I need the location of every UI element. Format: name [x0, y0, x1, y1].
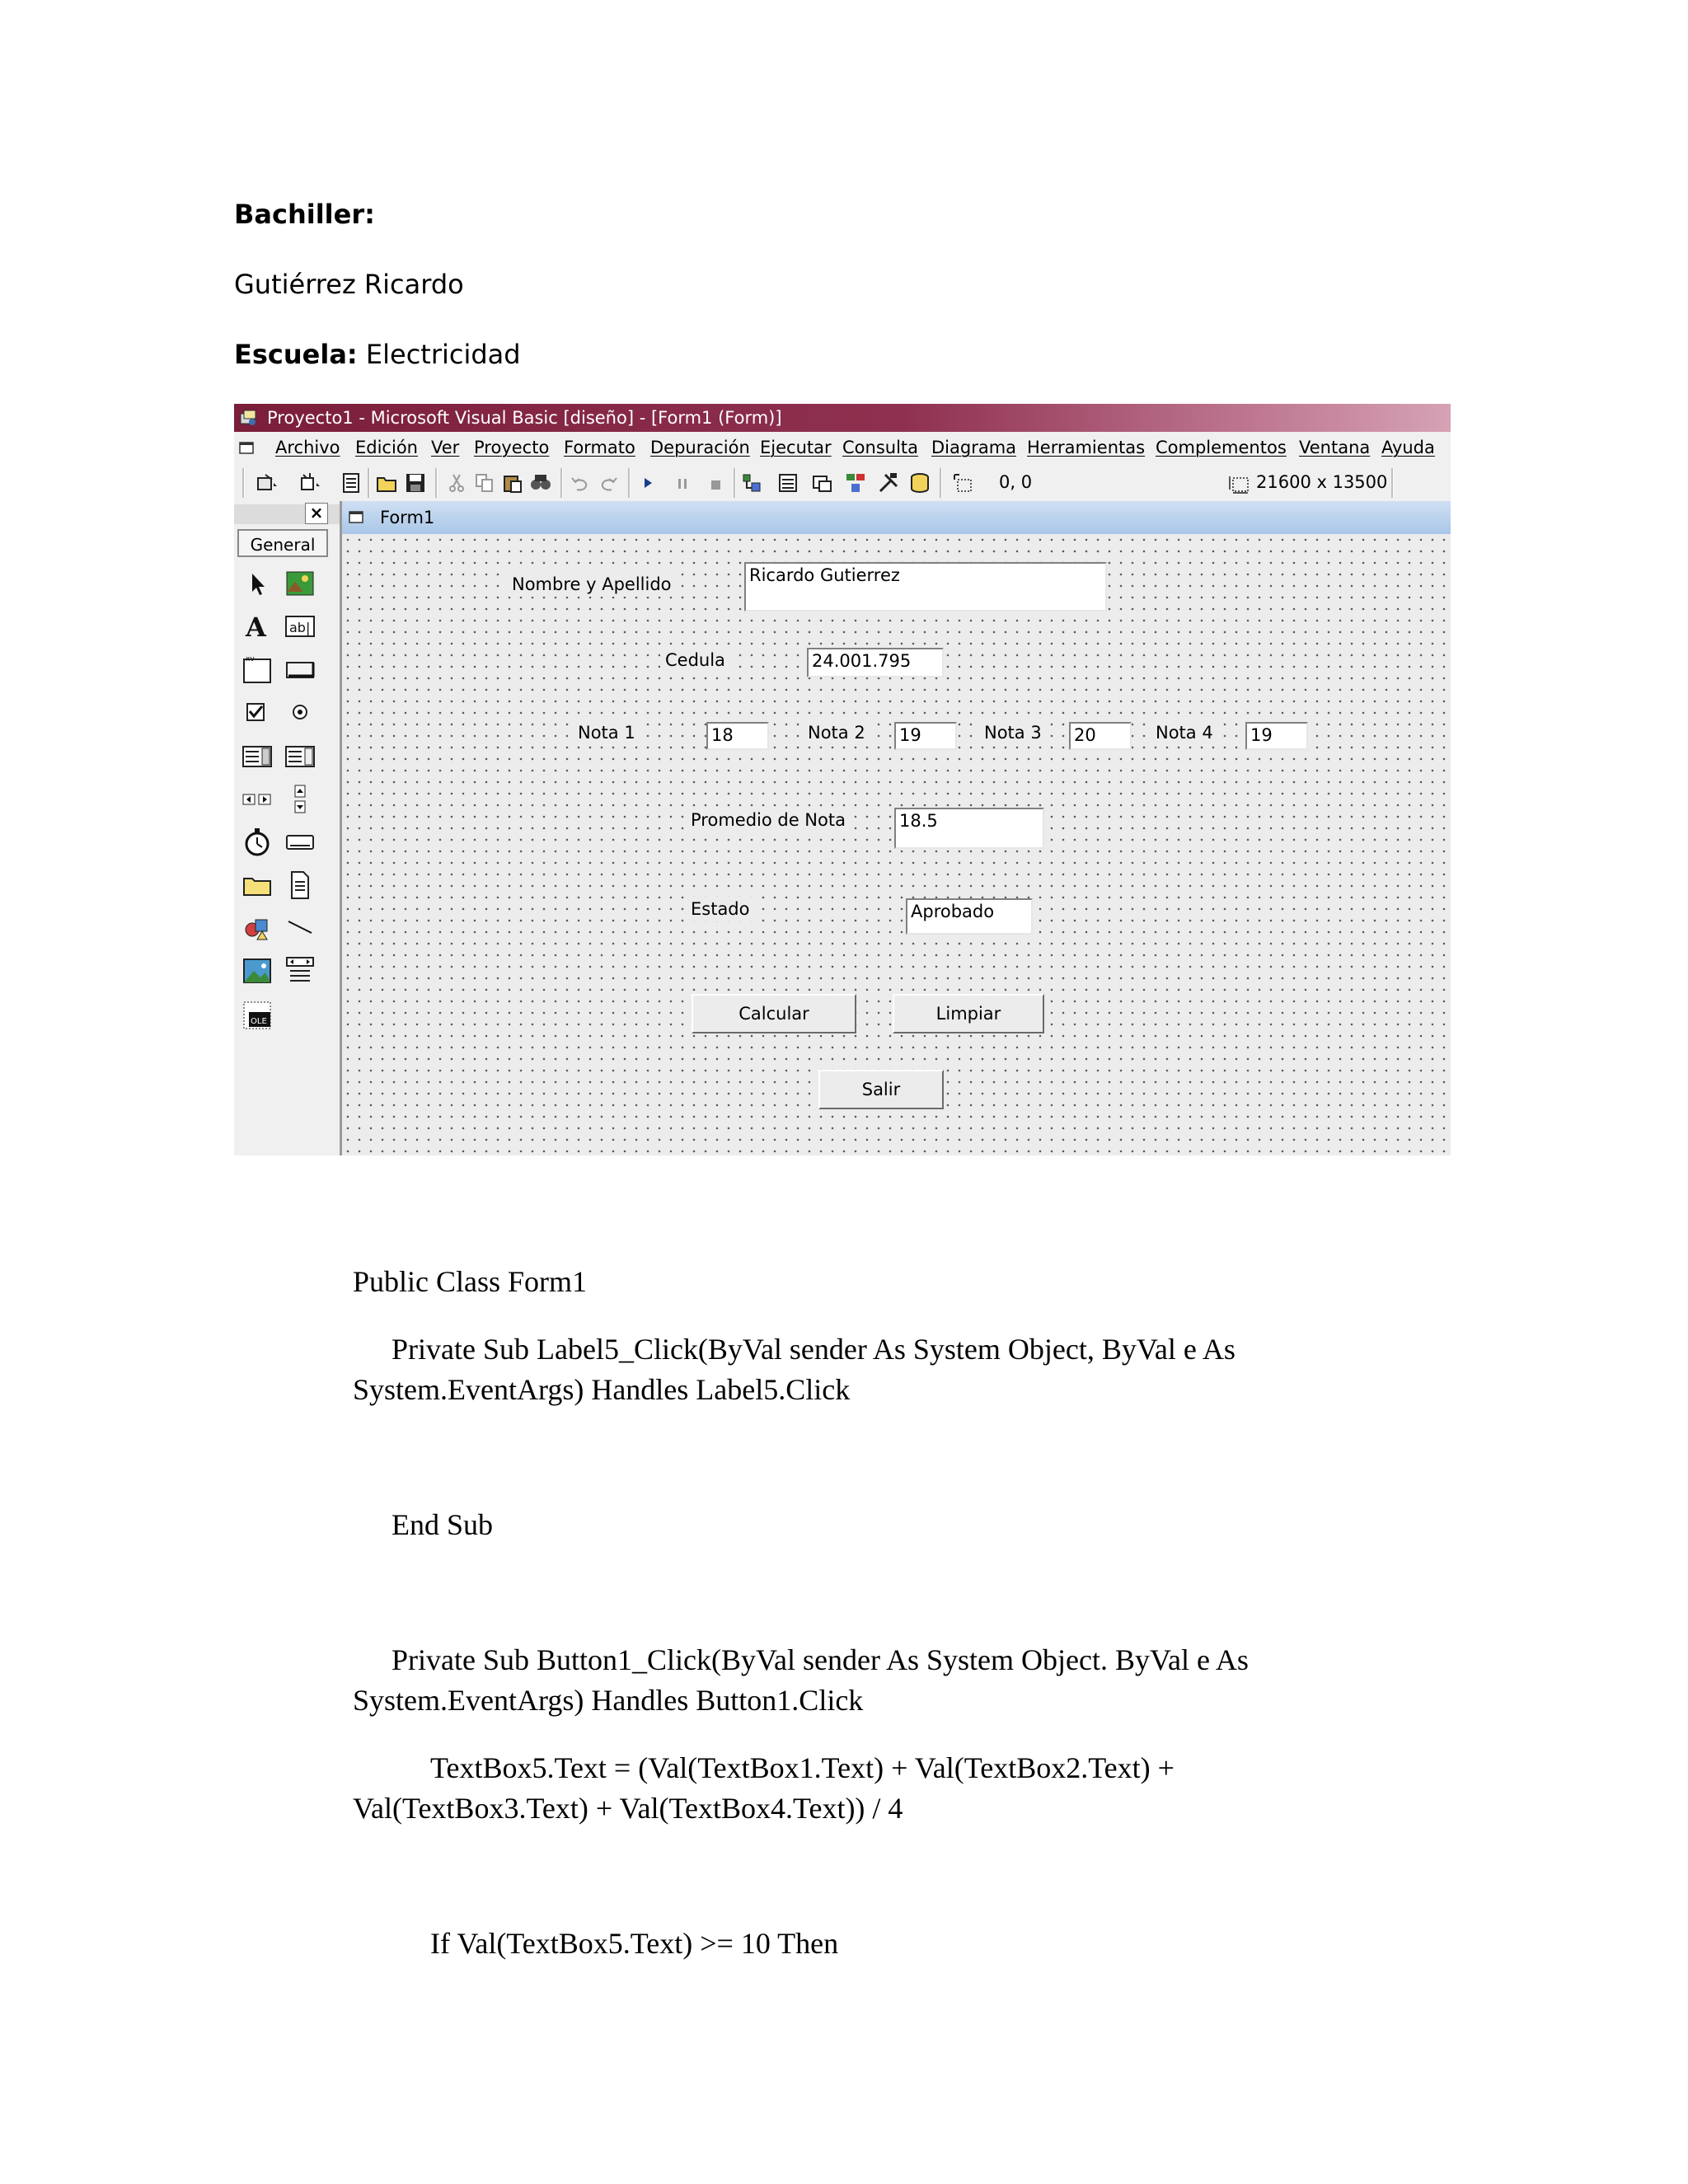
project-explorer-icon[interactable]	[740, 471, 763, 494]
limpiar-button[interactable]: Limpiar	[893, 994, 1044, 1033]
toolbox-tab-general[interactable]: General	[237, 529, 328, 557]
ole-tool-icon[interactable]	[241, 999, 274, 1032]
form-layout-icon[interactable]	[811, 471, 834, 494]
escuela-value: Electricidad	[365, 339, 521, 370]
vscrollbar-tool-icon[interactable]	[284, 783, 316, 816]
toolbox-close-button[interactable]: ×	[305, 503, 328, 524]
form-icon	[349, 511, 365, 524]
line-tool-icon[interactable]	[284, 912, 316, 944]
open-folder-icon[interactable]	[376, 471, 399, 494]
nota1-label: Nota 1	[573, 720, 640, 745]
code-line-end-sub: End Sub	[392, 1508, 494, 1541]
position-readout: 0, 0	[999, 472, 1033, 492]
combobox-tool-icon[interactable]	[241, 740, 274, 773]
paste-icon[interactable]	[501, 471, 524, 494]
form-title-bar	[342, 501, 1451, 534]
menu-consulta[interactable]: Consulta	[842, 438, 919, 457]
checkbox-tool-icon[interactable]	[241, 696, 274, 729]
menu-archivo[interactable]: Archivo	[275, 438, 340, 457]
promedio-textbox[interactable]: 18.5	[894, 808, 1044, 849]
code-line-button1-sub: Private Sub Button1_Click(ByVal sender As System Object. ByVal e As	[392, 1643, 1249, 1676]
menu-ver[interactable]: Ver	[431, 438, 460, 457]
pause-icon[interactable]	[671, 471, 694, 494]
hscrollbar-tool-icon[interactable]	[241, 783, 274, 816]
estado-label: Estado	[686, 897, 755, 921]
code-line-button1-handles: System.EventArgs) Handles Button1.Click	[353, 1684, 864, 1717]
toolbar-separator	[368, 468, 370, 498]
nota2-label: Nota 2	[803, 720, 870, 745]
shape-tool-icon[interactable]	[241, 912, 274, 944]
optionbutton-tool-icon[interactable]	[284, 696, 316, 729]
dirlistbox-tool-icon[interactable]	[241, 869, 274, 902]
toolbar-separator	[435, 468, 438, 498]
nota3-label: Nota 3	[979, 720, 1047, 745]
picturebox-tool-icon[interactable]	[284, 567, 316, 600]
filelistbox-tool-icon[interactable]	[284, 869, 316, 902]
svg-text:A: A	[246, 612, 266, 643]
nombre-textbox[interactable]: Ricardo Gutierrez	[744, 562, 1107, 612]
toolbar-separator	[628, 468, 631, 498]
add-project-icon[interactable]	[256, 471, 279, 494]
form-doc-icon	[239, 440, 257, 455]
menu-ejecutar[interactable]: Ejecutar	[760, 438, 832, 457]
size-readout: 21600 x 13500	[1256, 472, 1388, 492]
cedula-label: Cedula	[660, 648, 730, 673]
textbox-tool-icon[interactable]	[284, 610, 316, 643]
toolbar-separator	[734, 468, 736, 498]
bachiller-heading: Bachiller:	[234, 199, 375, 230]
code-line-textbox5-assign: TextBox5.Text = (Val(TextBox1.Text) + Val(TextBox2.Text) +	[430, 1751, 1175, 1784]
menu-editor-icon[interactable]	[340, 471, 363, 494]
toolbox-tools-icon[interactable]	[877, 471, 900, 494]
undo-icon[interactable]	[569, 471, 592, 494]
calcular-button[interactable]: Calcular	[692, 994, 856, 1033]
data-view-icon[interactable]	[908, 471, 931, 494]
menu-ayuda[interactable]: Ayuda	[1381, 438, 1435, 457]
menu-bar	[234, 432, 1451, 464]
code-line-textbox5-assign-cont: Val(TextBox3.Text) + Val(TextBox4.Text)) / 4	[353, 1792, 903, 1825]
form-designer-window	[342, 501, 1451, 1155]
properties-window-icon[interactable]	[776, 471, 799, 494]
pointer-tool-icon[interactable]	[241, 567, 274, 600]
escuela-label: Escuela:	[234, 339, 358, 370]
copy-icon[interactable]	[473, 471, 496, 494]
menu-formato[interactable]: Formato	[564, 438, 635, 457]
frame-tool-icon[interactable]	[241, 653, 274, 686]
menu-complementos[interactable]: Complementos	[1156, 438, 1287, 457]
student-name: Gutiérrez Ricardo	[234, 269, 464, 300]
svg-text:ab|: ab|	[289, 620, 311, 635]
form-canvas	[342, 534, 1451, 1155]
cut-icon[interactable]	[445, 471, 468, 494]
toolbox-panel	[234, 501, 342, 1155]
window-title: Proyecto1 - Microsoft Visual Basic [diseño] - [Form1 (Form)]	[267, 408, 782, 428]
nota4-label: Nota 4	[1151, 720, 1218, 745]
find-icon[interactable]	[529, 471, 552, 494]
position-icon	[951, 471, 974, 494]
toolbar-grip	[242, 468, 245, 498]
save-icon[interactable]	[404, 471, 427, 494]
svg-text:OLE: OLE	[251, 1017, 267, 1026]
menu-ventana[interactable]: Ventana	[1299, 438, 1371, 457]
redo-icon[interactable]	[597, 471, 620, 494]
toolbar-separator	[940, 468, 942, 498]
nota1-textbox[interactable]: 18	[706, 722, 769, 750]
listbox-tool-icon[interactable]	[284, 740, 316, 773]
timer-tool-icon[interactable]	[241, 826, 274, 859]
data-tool-icon[interactable]	[284, 954, 316, 987]
code-line-label5-handles: System.EventArgs) Handles Label5.Click	[353, 1373, 851, 1406]
toolbar-separator	[1391, 468, 1394, 498]
code-line-if: If Val(TextBox5.Text) >= 10 Then	[430, 1927, 839, 1960]
toolbar	[234, 463, 1451, 502]
salir-button[interactable]: Salir	[818, 1070, 944, 1109]
label-tool-icon[interactable]	[241, 610, 274, 643]
nota3-textbox[interactable]: 20	[1069, 722, 1132, 750]
toolbar-separator	[560, 468, 563, 498]
title-bar	[234, 404, 1451, 432]
object-browser-icon[interactable]	[844, 471, 867, 494]
image-tool-icon[interactable]	[241, 954, 274, 987]
cedula-textbox[interactable]: 24.001.795	[807, 648, 944, 677]
svg-text:xv: xv	[246, 655, 255, 663]
code-line-label5-sub: Private Sub Label5_Click(ByVal sender As System Object, ByVal e As	[392, 1333, 1236, 1366]
menu-herramientas[interactable]: Herramientas	[1027, 438, 1146, 457]
nota2-textbox[interactable]: 19	[894, 722, 957, 750]
size-icon	[1228, 471, 1251, 494]
menu-depuracion[interactable]: Depuración	[650, 438, 750, 457]
menu-proyecto[interactable]: Proyecto	[474, 438, 550, 457]
estado-textbox[interactable]: Aprobado	[906, 898, 1033, 935]
menu-edicion[interactable]: Edición	[355, 438, 418, 457]
menu-diagrama[interactable]: Diagrama	[931, 438, 1017, 457]
promedio-label: Promedio de Nota	[686, 808, 851, 832]
nota4-textbox[interactable]: 19	[1245, 722, 1308, 750]
escuela-line	[234, 338, 521, 371]
code-line-class: Public Class Form1	[353, 1265, 588, 1298]
add-form-icon[interactable]	[298, 471, 321, 494]
run-icon[interactable]	[636, 471, 659, 494]
vb6-ide-screenshot	[234, 404, 1451, 1155]
form-title: Form1	[380, 508, 435, 527]
vb-app-icon	[239, 409, 257, 427]
commandbutton-tool-icon[interactable]	[284, 653, 316, 686]
stop-icon[interactable]	[704, 471, 727, 494]
nombre-label: Nombre y Apellido	[507, 572, 677, 597]
drivelistbox-tool-icon[interactable]	[284, 826, 316, 859]
